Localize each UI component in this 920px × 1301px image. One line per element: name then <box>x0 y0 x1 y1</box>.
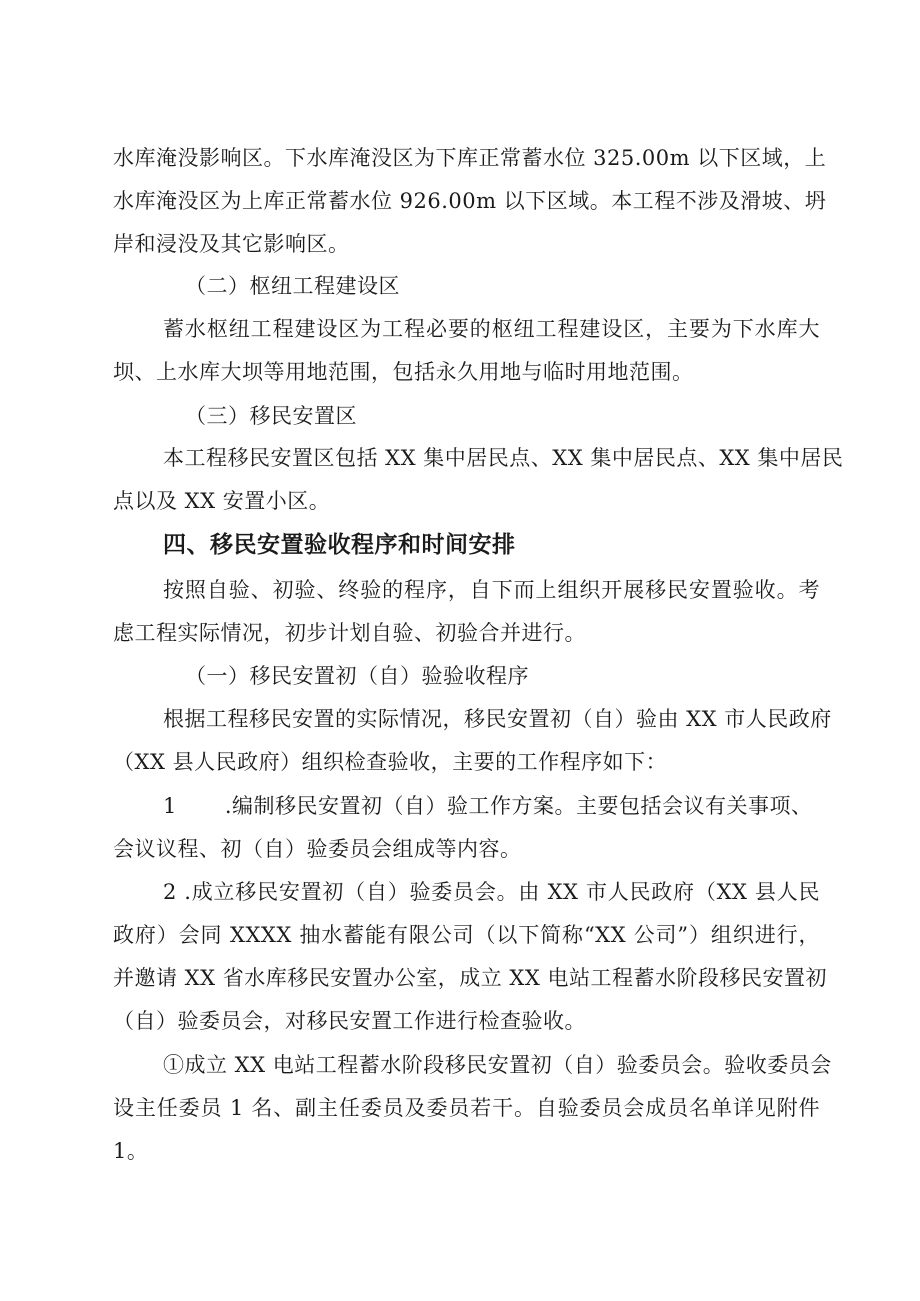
paragraph-line: 坝、上水库大坝等用地范围，包括永久用地与临时用地范围。 <box>113 360 694 384</box>
item-text: .编制移民安置初（自）验工作方案。主要包括会议有关事项、 <box>224 794 813 818</box>
numbered-item-line: 2 .成立移民安置初（自）验委员会。由 XX 市人民政府（XX 县人民 <box>163 880 820 904</box>
paragraph-line: 岸和浸没及其它影响区。 <box>113 232 350 256</box>
circled-item-line: ①成立 XX 电站工程蓄水阶段移民安置初（自）验委员会。验收委员会 <box>163 1053 832 1077</box>
paragraph-line: 水库淹没影响区。下水库淹没区为下库正常蓄水位 325.00m 以下区域，上 <box>113 146 827 170</box>
paragraph-line: 点以及 XX 安置小区。 <box>113 489 331 513</box>
paragraph-line: 并邀请 XX 省水库移民安置办公室，成立 XX 电站工程蓄水阶段移民安置初 <box>113 966 827 990</box>
paragraph-line: （XX 县人民政府）组织检查验收，主要的工作程序如下： <box>113 750 668 774</box>
paragraph-line: 设主任委员 1 名、副主任委员及委员若干。自验委员会成员名单详见附件 <box>113 1096 820 1120</box>
paragraph-line: （自）验委员会，对移民安置工作进行检查验收。 <box>113 1009 586 1033</box>
paragraph-line: 1。 <box>113 1139 149 1163</box>
paragraph-line: 本工程移民安置区包括 XX 集中居民点、XX 集中居民点、XX 集中居民 <box>163 446 844 470</box>
paragraph-line: 按照自验、初验、终验的程序，自下而上组织开展移民安置验收。考 <box>163 578 820 602</box>
paragraph-line: 水库淹没区为上库正常蓄水位 926.00m 以下区域。本工程不涉及滑坡、坍 <box>113 189 827 213</box>
paragraph-line: 蓄水枢纽工程建设区为工程必要的枢纽工程建设区，主要为下水库大 <box>163 317 820 341</box>
paragraph-line: 政府）会同 XXXX 抽水蓄能有限公司（以下简称“XX 公司”）组织进行， <box>113 923 820 947</box>
subsection-heading: （二）枢纽工程建设区 <box>185 274 400 298</box>
paragraph-line: 会议议程、初（自）验委员会组成等内容。 <box>113 837 522 861</box>
section-heading: 四、移民安置验收程序和时间安排 <box>163 532 516 558</box>
subsection-heading: （一）移民安置初（自）验验收程序 <box>185 664 529 688</box>
paragraph-line: 虑工程实际情况，初步计划自验、初验合并进行。 <box>113 621 586 645</box>
item-number: 1 <box>163 794 177 818</box>
subsection-heading: （三）移民安置区 <box>185 404 357 428</box>
paragraph-line: 根据工程移民安置的实际情况，移民安置初（自）验由 XX 市人民政府 <box>163 707 832 731</box>
numbered-item-line <box>163 791 820 821</box>
